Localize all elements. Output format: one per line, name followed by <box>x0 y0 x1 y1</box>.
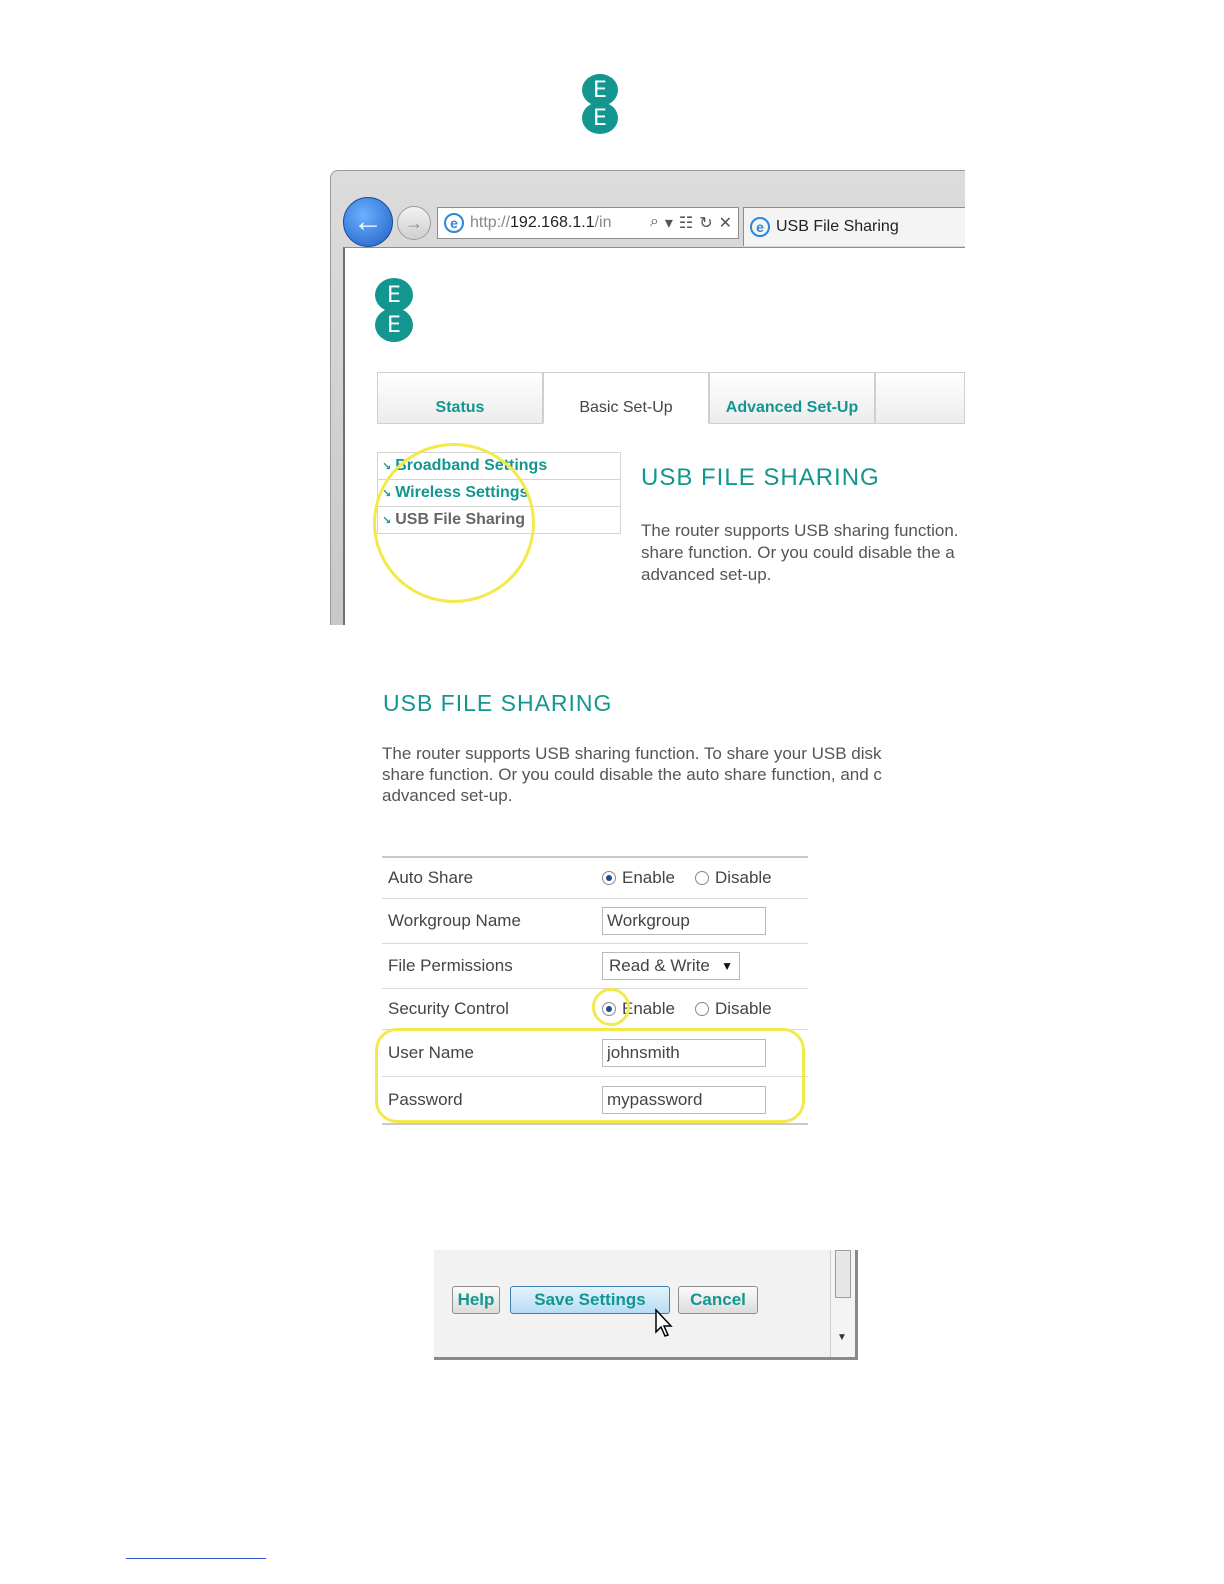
security-disable-radio[interactable] <box>695 1002 709 1016</box>
sidebar-item-broadband[interactable] <box>377 452 621 480</box>
username-label: User Name <box>388 1043 474 1062</box>
dropdown-icon[interactable]: ▾ <box>664 215 673 232</box>
mouse-cursor-icon <box>654 1308 676 1338</box>
permissions-row <box>382 944 808 989</box>
auto-share-enable-radio[interactable] <box>602 871 616 885</box>
browser-chrome <box>331 171 965 247</box>
password-label: Password <box>388 1090 463 1109</box>
workgroup-label: Workgroup Name <box>388 911 521 930</box>
main-nav <box>377 372 965 426</box>
tab-basic-setup[interactable]: Basic Set-Up <box>543 372 709 424</box>
username-input[interactable] <box>602 1039 766 1067</box>
button-bar <box>434 1250 858 1360</box>
sidebar-item-label: USB File Sharing <box>395 511 526 528</box>
ee-logo-letter: E <box>582 74 618 106</box>
security-row <box>382 989 808 1030</box>
sidebar-menu <box>377 452 621 534</box>
address-url: http://192.168.1.1/in <box>470 214 612 231</box>
auto-share-enable-option[interactable] <box>602 868 675 888</box>
browser-tab[interactable] <box>743 207 965 246</box>
tab-status[interactable]: Status <box>377 372 543 424</box>
password-input[interactable] <box>602 1086 766 1114</box>
tab-empty <box>875 372 965 424</box>
permissions-value: Read & Write <box>609 956 710 975</box>
description-line: share function. Or you could disable the auto share function, and c <box>382 765 882 784</box>
ie-icon: e <box>750 217 770 237</box>
security-disable-option[interactable] <box>695 999 772 1019</box>
back-arrow-icon: ← <box>353 205 383 238</box>
description-line: The router supports USB sharing function. To share your USB disk <box>382 744 882 763</box>
permissions-select[interactable] <box>602 952 740 980</box>
forward-button[interactable] <box>397 206 431 240</box>
ee-logo-letter: E <box>582 102 618 134</box>
radio-label: Disable <box>714 999 772 1018</box>
scroll-down-icon[interactable]: ▼ <box>837 1332 847 1343</box>
security-enable-option[interactable] <box>602 999 675 1019</box>
compatibility-icon[interactable]: ☷ <box>678 215 694 232</box>
ee-logo <box>375 278 411 338</box>
cancel-button[interactable]: Cancel <box>678 1286 758 1314</box>
stop-icon[interactable]: ✕ <box>718 215 732 232</box>
sidebar-item-label: Wireless Settings <box>395 484 529 501</box>
page-title: USB FILE SHARING <box>641 464 880 491</box>
help-button[interactable]: Help <box>452 1286 500 1314</box>
radio-label: Enable <box>622 868 675 887</box>
arrow-icon: ↘ <box>382 460 392 473</box>
auto-share-disable-option[interactable] <box>695 868 772 888</box>
tab-title: USB File Sharing <box>776 218 899 235</box>
password-row <box>382 1077 808 1123</box>
sidebar-item-label: Broadband Settings <box>395 457 548 474</box>
auto-share-row <box>382 858 808 899</box>
auto-share-disable-radio[interactable] <box>695 871 709 885</box>
sidebar-item-wireless[interactable] <box>377 480 621 507</box>
refresh-icon[interactable]: ↻ <box>699 215 713 232</box>
ee-logo-letter: E <box>375 308 413 342</box>
ee-logo-letter: E <box>375 278 413 312</box>
back-button[interactable] <box>343 197 393 247</box>
auto-share-label: Auto Share <box>388 868 474 887</box>
permissions-label: File Permissions <box>388 956 513 975</box>
scrollbar[interactable] <box>830 1250 855 1357</box>
workgroup-input[interactable] <box>602 907 766 935</box>
browser-window <box>330 170 965 625</box>
page-description <box>641 520 965 586</box>
ee-logo <box>582 74 618 130</box>
save-settings-button[interactable]: Save Settings <box>510 1286 670 1314</box>
forward-arrow-icon: → <box>405 212 423 233</box>
section-title: USB FILE SHARING <box>383 690 613 716</box>
description-line: share function. Or you could disable the a <box>641 543 955 562</box>
arrow-icon: ↘ <box>382 514 392 527</box>
workgroup-row <box>382 899 808 944</box>
description-line: advanced set-up. <box>641 565 772 584</box>
description-line: The router supports USB sharing function. <box>641 521 959 540</box>
security-enable-radio[interactable] <box>602 1002 616 1016</box>
section-description <box>382 743 884 806</box>
username-row <box>382 1030 808 1077</box>
address-bar[interactable] <box>437 207 739 239</box>
scroll-thumb[interactable] <box>835 1250 851 1298</box>
security-label: Security Control <box>388 999 509 1018</box>
radio-label: Disable <box>714 868 772 887</box>
arrow-icon: ↘ <box>382 487 392 500</box>
ie-icon: e <box>444 213 464 233</box>
radio-label: Enable <box>622 999 675 1018</box>
description-line: advanced set-up. <box>382 786 513 805</box>
usb-settings-form <box>382 856 808 1125</box>
search-icon[interactable]: ⌕ <box>649 213 659 230</box>
sidebar-item-usb[interactable] <box>377 507 621 534</box>
tab-advanced-setup[interactable]: Advanced Set-Up <box>709 372 875 424</box>
footnote-divider <box>126 1558 266 1559</box>
chevron-down-icon: ▼ <box>721 959 733 973</box>
browser-viewport <box>343 247 965 625</box>
